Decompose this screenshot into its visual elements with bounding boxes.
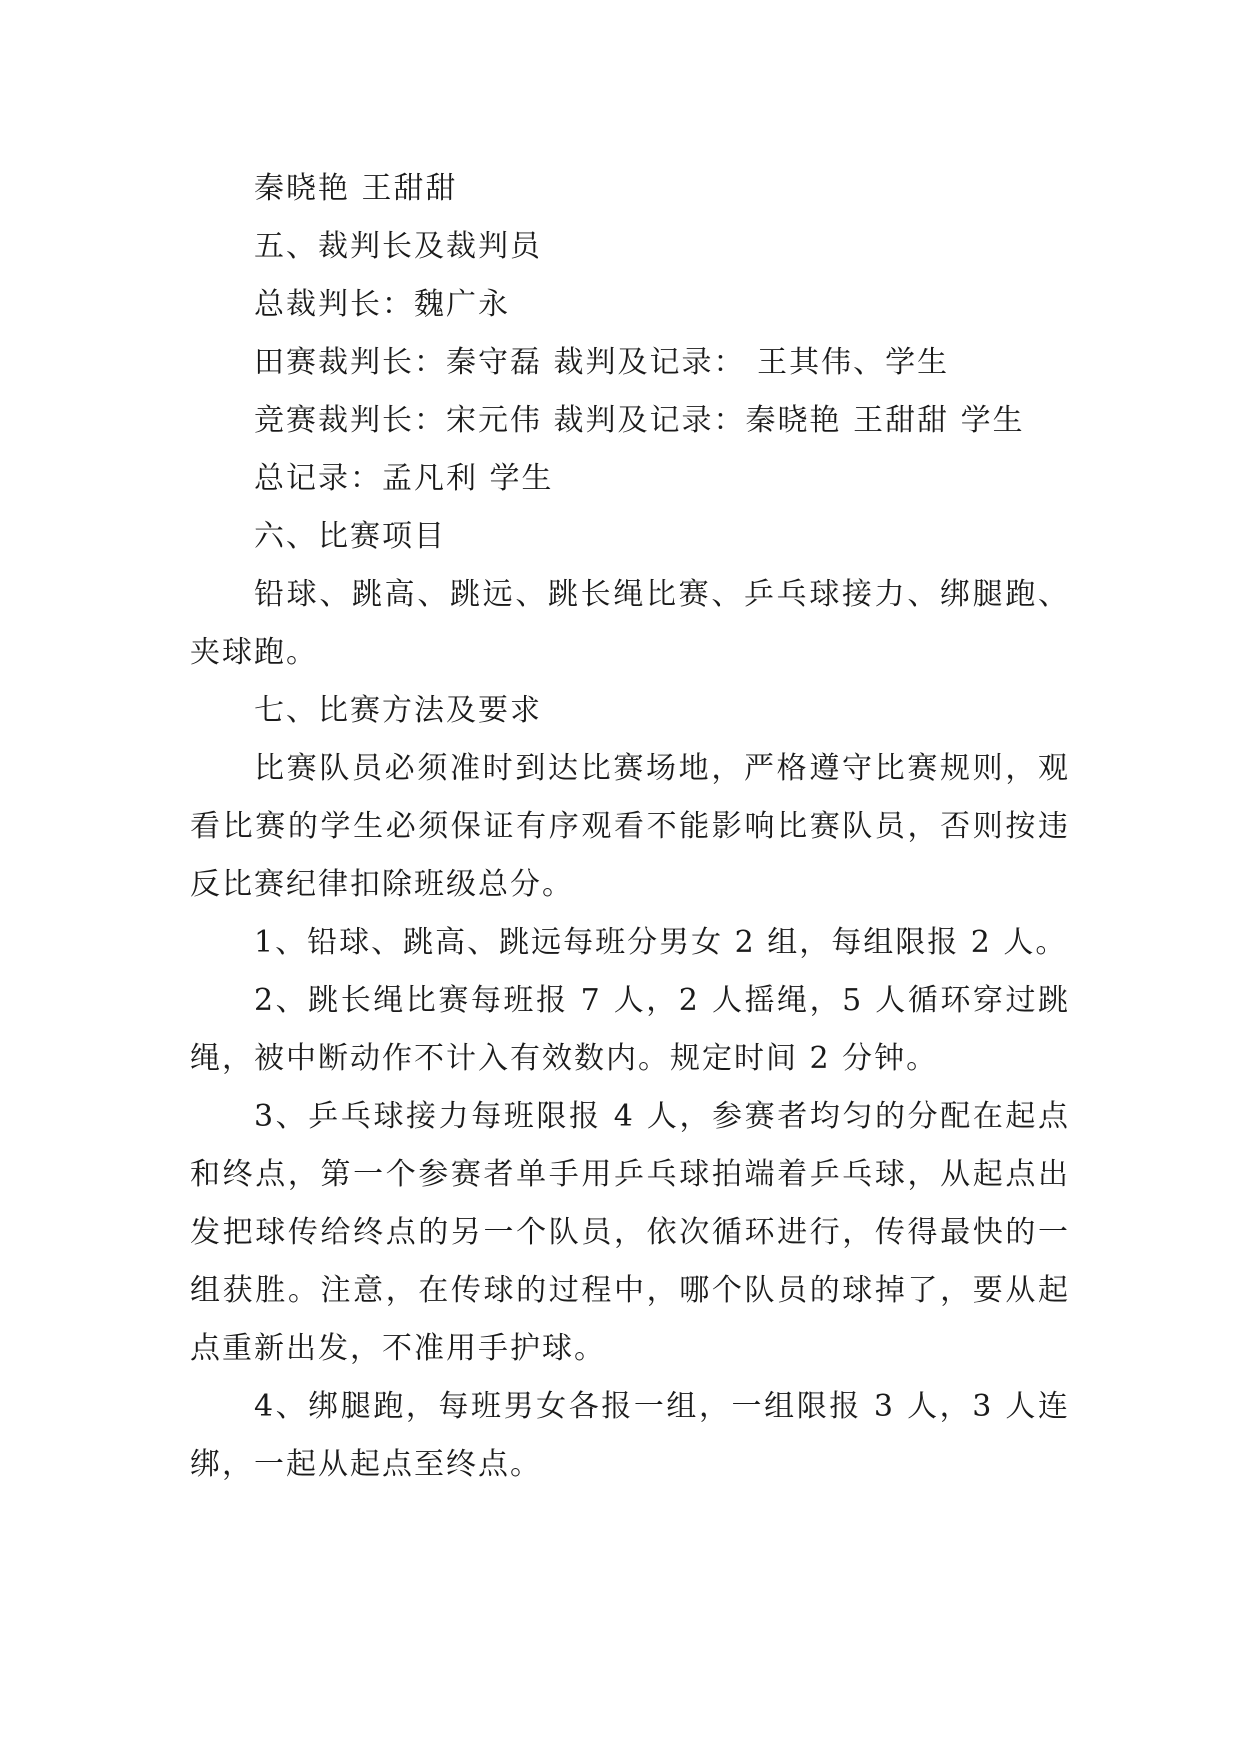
paragraph-rule-1: 1、铅球、跳高、跳远每班分男女 2 组，每组限报 2 人。	[254, 925, 1068, 960]
paragraph-rule-2: 2、跳长绳比赛每班报 7 人，2 人摇绳，5 人循环穿过跳绳，被中断动作不计入有效数内。规定时间 2 分钟。	[190, 983, 1070, 1076]
heading-referees: 五、裁判长及裁判员	[254, 229, 542, 264]
document-body	[190, 160, 1070, 1494]
heading-rules: 七、比赛方法及要求	[254, 693, 542, 728]
paragraph-chief-referee: 总裁判长：魏广永	[254, 287, 510, 322]
paragraph-referee-names: 秦晓艳 王甜甜	[254, 171, 458, 206]
paragraph-rule-3: 3、乒乓球接力每班限报 4 人，参赛者均匀的分配在起点和终点，第一个参赛者单手用乒乓球拍端着乒乓球，从起点出发把球传给终点的另一个队员，依次循环进行，传得最快的一组获胜。注意，在传球的过程中，哪个队员的球掉了，要从起点重新出发，不准用手护球。	[190, 1099, 1070, 1366]
paragraph-rule-4: 4、绑腿跑，每班男女各报一组，一组限报 3 人，3 人连绑，一起从起点至终点。	[190, 1389, 1070, 1482]
paragraph-event-list: 铅球、跳高、跳远、跳长绳比赛、乒乓球接力、绑腿跑、夹球跑。	[190, 577, 1070, 670]
heading-events: 六、比赛项目	[254, 519, 446, 554]
paragraph-field-referee: 田赛裁判长：秦守磊 裁判及记录： 王其伟、学生	[254, 345, 950, 380]
paragraph-rules-general: 比赛队员必须准时到达比赛场地，严格遵守比赛规则，观看比赛的学生必须保证有序观看不能影响比赛队员，否则按违反比赛纪律扣除班级总分。	[190, 751, 1070, 902]
paragraph-chief-recorder: 总记录：孟凡利 学生	[254, 461, 554, 496]
paragraph-track-referee: 竞赛裁判长：宋元伟 裁判及记录：秦晓艳 王甜甜 学生	[254, 403, 1025, 438]
